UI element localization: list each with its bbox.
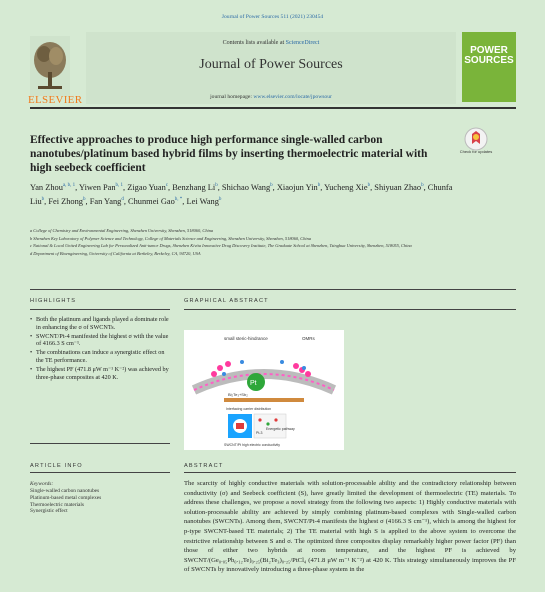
author-name[interactable]: Shichao Wang xyxy=(221,182,271,192)
highlights-top-rule xyxy=(30,309,170,310)
author-name[interactable]: Zigao Yuan xyxy=(127,182,166,192)
author-affiliation-marker[interactable]: c xyxy=(165,183,168,188)
keywords-list xyxy=(30,488,101,515)
affiliation-list xyxy=(30,227,516,257)
author-name[interactable]: Benzhang Li xyxy=(172,182,216,192)
author-affiliation-marker[interactable]: d xyxy=(121,197,124,203)
author-list: Yan Zhou$^{a, b, 1}$, Yiwen Pan$^{b, 1}$, Zigao Yuan$^c$, Benzhang Li$^b$, Shichao Wang$^b$, Xiaojun Yin$^b$, Yucheng Xie$^b$, Shiyuan Zhao$^b$, Chunfa Liu$^b$, Fei Zhong$^b$, Fan Yang$^d$, Chunmei Gao$^{b, *}$, Lei Wang$^b$ xyxy=(30,182,453,207)
author-name[interactable]: Lei Wang xyxy=(186,197,219,207)
author-name[interactable]: Fei Zhong xyxy=(48,197,83,207)
journal-cover-image[interactable] xyxy=(462,32,516,102)
ga-pt3-label: Pt-3 xyxy=(256,431,263,435)
article-info-rule xyxy=(30,472,170,473)
journal-name: Journal of Power Sources xyxy=(199,57,343,72)
check-for-updates-label[interactable]: Check for updates xyxy=(459,149,493,154)
journal-cover-title xyxy=(462,46,516,66)
ga-pt-label: Pt xyxy=(250,380,257,387)
homepage-prefix: journal homepage: xyxy=(210,94,254,100)
author-affiliation-marker[interactable]: b xyxy=(317,183,321,188)
author-affiliation-marker[interactable]: b xyxy=(421,183,424,188)
highlights-heading: HIGHLIGHTS xyxy=(30,298,77,304)
header-divider xyxy=(30,289,516,290)
author-affiliation-marker[interactable]: b xyxy=(270,183,273,188)
highlights-bottom-rule xyxy=(30,443,170,444)
highlight-item: • The combinations can induce a synergistic effect on the TE performance. xyxy=(30,349,170,364)
graphical-abstract-rule xyxy=(184,309,516,310)
homepage-link[interactable]: www.elsevier.com/locate/jpowsour xyxy=(253,94,332,100)
author-name[interactable]: Fan Yang xyxy=(89,197,122,207)
author-affiliation-marker[interactable]: b xyxy=(41,197,45,203)
author-name[interactable]: Chunfa Liu xyxy=(30,182,453,207)
masthead-divider xyxy=(30,107,516,109)
author-name[interactable]: Yan Zhou xyxy=(30,182,63,192)
keyword-item: Single-walled carbon nanotubes xyxy=(30,488,100,494)
author-affiliation-marker[interactable]: b xyxy=(218,197,222,203)
keyword-item: Platinum-based metal complexes xyxy=(30,494,102,501)
cover-title-line-2: SOURCES xyxy=(464,55,514,66)
author-affiliation-marker[interactable]: b, 1 xyxy=(115,183,124,188)
ga-bottom-right-label: Energetic pathway xyxy=(266,427,295,431)
ga-right-label: OMRs xyxy=(302,336,315,341)
author-affiliation-marker[interactable]: b xyxy=(83,197,86,203)
highlight-item: • Both the platinum and ligands played a dominate role in enhancing the σ of SWCNTs. xyxy=(30,316,170,331)
affiliation-item: a College of Chemistry and Environmental Engineering, Shenzhen University, Shenzhen, 518060, China xyxy=(30,228,214,233)
highlight-item: • The highest PF (471.8 μW m⁻¹ K⁻²) was achieved by three-phase composites at 420 K. xyxy=(30,366,170,381)
ga-bottom-center-label: SWCNT/Pt high electric conductivity xyxy=(224,443,281,447)
affiliation-item: d Department of Bioengineering, University of California at Berkeley, Berkeley, CA, 94720, USA xyxy=(30,250,201,256)
sciencedirect-link[interactable]: ScienceDirect xyxy=(285,40,320,46)
article-title: Effective approaches to produce high performance single-walled carbon nanotubes/platinum based hybrid films by inserting thermoelectric material with high seebeck coefficient xyxy=(30,134,428,174)
abstract-text: The scarcity of highly conductive materials with solution-processable ability and the contradictory relationship between conductivity (σ) and Seebeck coefficient (S), have greatly limited the development of thermoelectric (TE) materials. To address these challenges, we propose a novel strategy from the following two aspects: 1) Highly conductive materials with solution-processable ability are achieved by simply combining platinum-based complexes with Single-walled carbon nanotubes (SWCNTs). Among them, SWCNT/Pt-4 manifests the highest σ (4166.3 S cm⁻¹), which is among the highest for p-type SWCNT-based TE materials; 2) The TE material with high S is applied to the above system to overcome the restrictive relationship between S and σ. The optimized three composites display remarkably higher power factor (PF) than those of either two hybrids at room temperature, and the highest PF is achieved by SWCNT/(Ge₀.₀₅Pb₀.₁₂Te)₀.₂₅(Bi₂Te₃)₀.₂₅/PtCl₄ (471.8 μW m⁻¹ K⁻²) at 420 K. This strategy simultaneously improves the PF of SWCNTs by innovatively introducing a three-phase system in the xyxy=(184,480,516,574)
keyword-item: Thermoelectric materials xyxy=(30,501,85,508)
contents-available-line xyxy=(86,40,456,46)
contents-prefix: Contents lists available at xyxy=(222,40,286,46)
affiliation-item: c National & Local United Engineering Lab for Personalized Anti-tumor Drugs, Shenzhen Kivita Innovative Drug Discovery Institute, The Graduate School at Shenzhen, Tsinghua University, Shenzhen, 518055, China xyxy=(30,243,412,248)
author-name[interactable]: Yiwen Pan xyxy=(79,182,116,192)
author-affiliation-marker[interactable]: b, * xyxy=(174,197,183,203)
elsevier-tree-logo xyxy=(30,32,70,100)
author-name[interactable]: Xiaojun Yin xyxy=(276,182,318,192)
keyword-item: Synergistic effect xyxy=(30,508,68,515)
author-name[interactable]: Yucheng Xie xyxy=(324,182,368,192)
affiliation-item: b Shenzhen Key Laboratory of Polymer Science and Technology, College of Materials Science and Engineering, Shenzhen University, Shenzhen, 518060, China xyxy=(30,235,312,241)
author-affiliation-marker[interactable]: a, b, 1 xyxy=(62,183,76,188)
author-affiliation-marker[interactable]: b xyxy=(215,183,218,188)
cover-title-line-1: POWER xyxy=(470,45,508,56)
ga-bottom-left-label: Interfacing carrier distribution xyxy=(226,407,272,411)
journal-homepage-line xyxy=(86,94,456,100)
ga-middle-label: Bi₂Te₃+Sb₂ xyxy=(228,392,248,397)
highlight-item: • SWCNT/Pt-4 manifested the highest σ with the value of 4166.3 S cm⁻¹. xyxy=(30,333,170,348)
abstract-rule xyxy=(184,472,516,473)
publisher-name: ELSEVIER xyxy=(28,94,83,106)
author-name[interactable]: Chunmei Gao xyxy=(128,197,175,207)
abstract-heading: ABSTRACT xyxy=(184,463,224,469)
journal-citation[interactable]: Journal of Power Sources 511 (2021) 230454 xyxy=(221,14,324,20)
keywords-label: Keywords: xyxy=(30,481,54,487)
ga-top-label: small steric-hindrance xyxy=(224,336,268,341)
highlights-list xyxy=(30,316,170,383)
graphical-abstract-heading: GRAPHICAL ABSTRACT xyxy=(184,298,269,304)
article-info-heading: ARTICLE INFO xyxy=(30,463,83,469)
graphical-abstract-figure[interactable] xyxy=(184,330,344,450)
author-name[interactable]: Shiyuan Zhao xyxy=(374,182,422,192)
author-affiliation-marker[interactable]: b xyxy=(367,183,371,188)
